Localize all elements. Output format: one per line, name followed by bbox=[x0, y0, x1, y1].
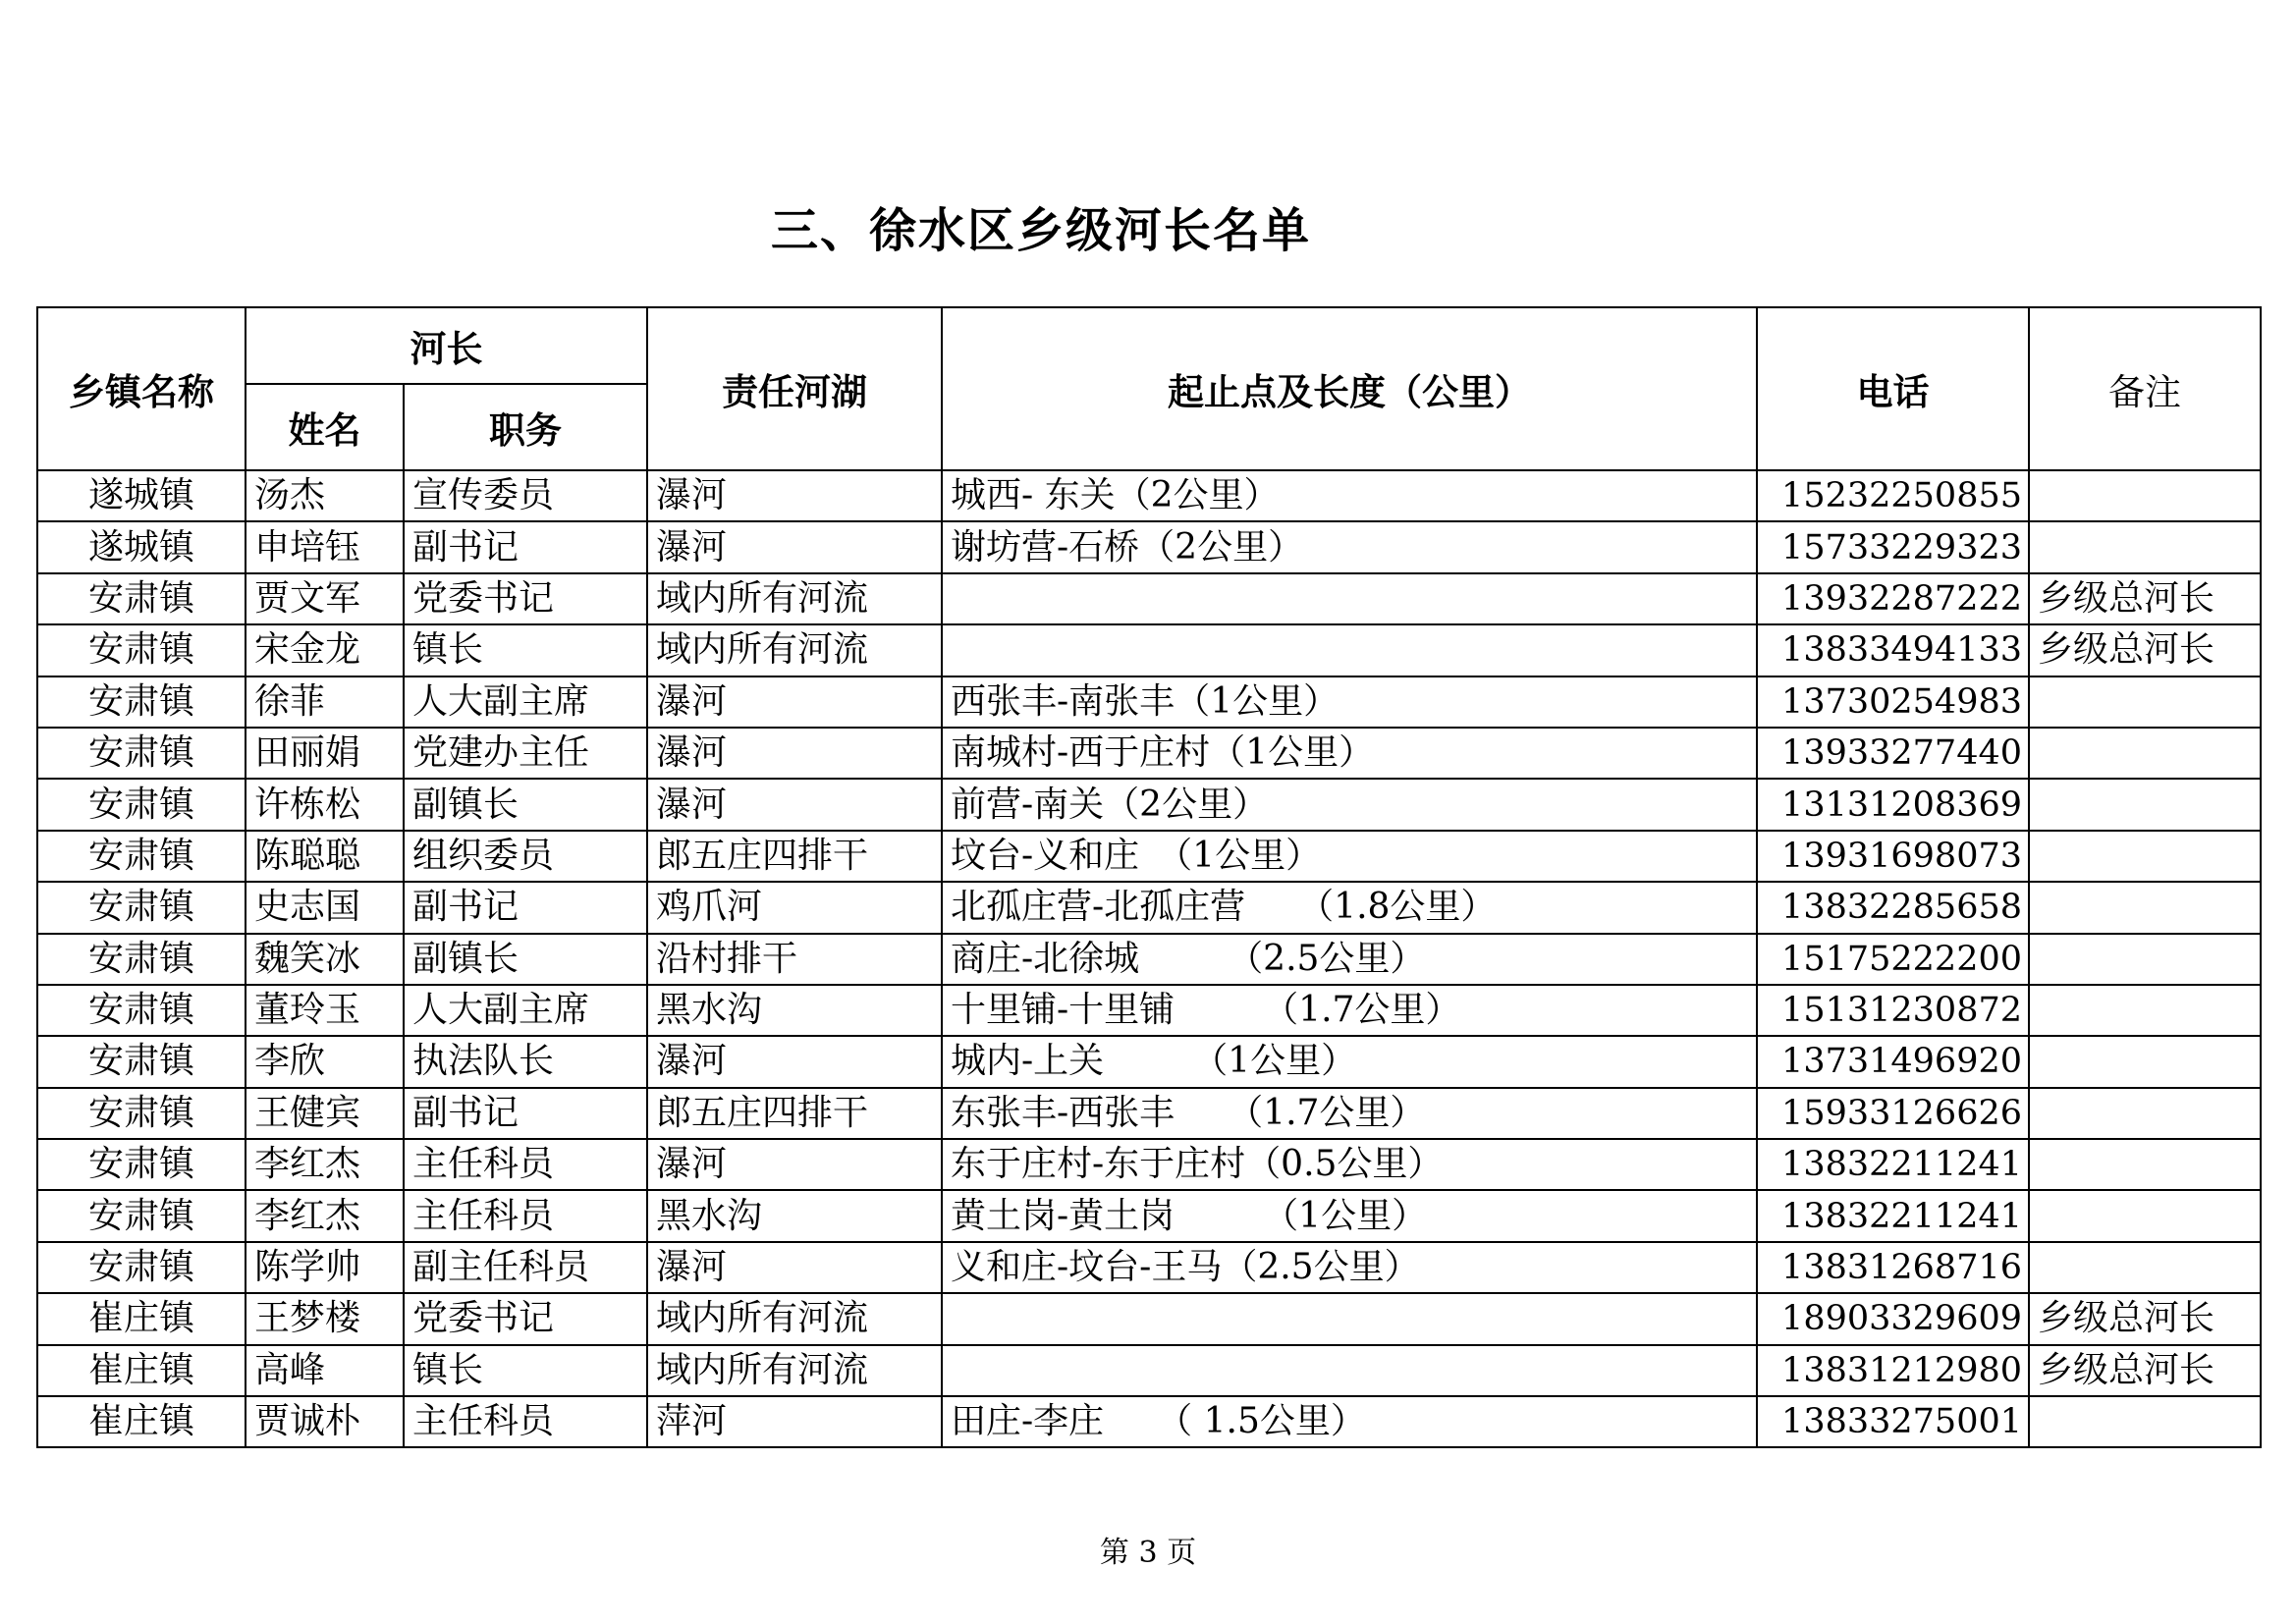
township-cell: 安肃镇 bbox=[37, 1190, 246, 1241]
remark-cell bbox=[2029, 779, 2261, 830]
position-cell: 镇长 bbox=[404, 624, 647, 676]
table-body bbox=[37, 470, 2261, 1447]
header-river-chief: 河长 bbox=[246, 307, 647, 384]
township-cell: 安肃镇 bbox=[37, 779, 246, 830]
range-cell: 东张丰-西张丰 （1.7公里） bbox=[942, 1088, 1757, 1139]
remark-cell bbox=[2029, 1396, 2261, 1447]
river-cell: 域内所有河流 bbox=[647, 1345, 942, 1396]
river-cell: 瀑河 bbox=[647, 779, 942, 830]
river-cell: 瀑河 bbox=[647, 676, 942, 728]
name-cell: 陈学帅 bbox=[246, 1242, 404, 1293]
range-cell: 北孤庄营-北孤庄营 （1.8公里） bbox=[942, 882, 1757, 933]
remark-cell: 乡级总河长 bbox=[2029, 624, 2261, 676]
river-cell: 郎五庄四排干 bbox=[647, 1088, 942, 1139]
township-cell: 崔庄镇 bbox=[37, 1396, 246, 1447]
table-row bbox=[37, 1190, 2261, 1241]
township-cell: 安肃镇 bbox=[37, 831, 246, 882]
township-cell: 安肃镇 bbox=[37, 676, 246, 728]
remark-cell: 乡级总河长 bbox=[2029, 573, 2261, 624]
remark-cell bbox=[2029, 831, 2261, 882]
phone-cell: 15131230872 bbox=[1757, 985, 2029, 1036]
river-cell: 瀑河 bbox=[647, 1036, 942, 1087]
position-cell: 主任科员 bbox=[404, 1190, 647, 1241]
header-river: 责任河湖 bbox=[647, 307, 942, 470]
river-cell: 域内所有河流 bbox=[647, 624, 942, 676]
table-row bbox=[37, 728, 2261, 779]
range-cell: 坟台-义和庄 （1公里） bbox=[942, 831, 1757, 882]
remark-cell bbox=[2029, 1139, 2261, 1190]
header-name: 姓名 bbox=[246, 384, 404, 470]
river-cell: 沿村排干 bbox=[647, 934, 942, 985]
township-cell: 安肃镇 bbox=[37, 1242, 246, 1293]
remark-cell: 乡级总河长 bbox=[2029, 1293, 2261, 1344]
header-remark: 备注 bbox=[2029, 307, 2261, 470]
table-row bbox=[37, 1242, 2261, 1293]
name-cell: 李红杰 bbox=[246, 1139, 404, 1190]
name-cell: 魏笑冰 bbox=[246, 934, 404, 985]
remark-cell bbox=[2029, 985, 2261, 1036]
phone-cell: 15733229323 bbox=[1757, 521, 2029, 572]
township-cell: 安肃镇 bbox=[37, 573, 246, 624]
township-cell: 安肃镇 bbox=[37, 624, 246, 676]
river-cell: 瀑河 bbox=[647, 1139, 942, 1190]
name-cell: 李欣 bbox=[246, 1036, 404, 1087]
name-cell: 王健宾 bbox=[246, 1088, 404, 1139]
position-cell: 副主任科员 bbox=[404, 1242, 647, 1293]
river-cell: 瀑河 bbox=[647, 521, 942, 572]
position-cell: 主任科员 bbox=[404, 1139, 647, 1190]
phone-cell: 15933126626 bbox=[1757, 1088, 2029, 1139]
river-cell: 瀑河 bbox=[647, 728, 942, 779]
township-cell: 安肃镇 bbox=[37, 985, 246, 1036]
name-cell: 董玲玉 bbox=[246, 985, 404, 1036]
position-cell: 党委书记 bbox=[404, 1293, 647, 1344]
phone-cell: 13831212980 bbox=[1757, 1345, 2029, 1396]
page-title: 三、徐水区乡级河长名单 bbox=[770, 203, 1311, 258]
range-cell: 前营-南关（2公里） bbox=[942, 779, 1757, 830]
range-cell: 城西- 东关（2公里） bbox=[942, 470, 1757, 521]
range-cell: 谢坊营-石桥（2公里） bbox=[942, 521, 1757, 572]
position-cell: 宣传委员 bbox=[404, 470, 647, 521]
name-cell: 宋金龙 bbox=[246, 624, 404, 676]
river-cell: 瀑河 bbox=[647, 1242, 942, 1293]
table-row bbox=[37, 521, 2261, 572]
position-cell: 党建办主任 bbox=[404, 728, 647, 779]
name-cell: 申培钰 bbox=[246, 521, 404, 572]
position-cell: 副书记 bbox=[404, 882, 647, 933]
township-cell: 安肃镇 bbox=[37, 728, 246, 779]
township-cell: 安肃镇 bbox=[37, 1139, 246, 1190]
township-cell: 崔庄镇 bbox=[37, 1345, 246, 1396]
position-cell: 副书记 bbox=[404, 1088, 647, 1139]
range-cell: 西张丰-南张丰（1公里） bbox=[942, 676, 1757, 728]
name-cell: 田丽娟 bbox=[246, 728, 404, 779]
table-row bbox=[37, 882, 2261, 933]
river-cell: 域内所有河流 bbox=[647, 1293, 942, 1344]
phone-cell: 13931698073 bbox=[1757, 831, 2029, 882]
river-chief-table bbox=[36, 306, 2262, 1448]
range-cell: 黄土岗-黄土岗 （1公里） bbox=[942, 1190, 1757, 1241]
range-cell: 田庄-李庄 （ 1.5公里） bbox=[942, 1396, 1757, 1447]
position-cell: 镇长 bbox=[404, 1345, 647, 1396]
name-cell: 高峰 bbox=[246, 1345, 404, 1396]
name-cell: 史志国 bbox=[246, 882, 404, 933]
name-cell: 汤杰 bbox=[246, 470, 404, 521]
page-number: 第 3 页 bbox=[1099, 1536, 1197, 1570]
position-cell: 人大副主席 bbox=[404, 676, 647, 728]
name-cell: 贾诚朴 bbox=[246, 1396, 404, 1447]
range-cell: 商庄-北徐城 （2.5公里） bbox=[942, 934, 1757, 985]
header-township: 乡镇名称 bbox=[37, 307, 246, 470]
name-cell: 许栋松 bbox=[246, 779, 404, 830]
phone-cell: 15175222200 bbox=[1757, 934, 2029, 985]
phone-cell: 13832211241 bbox=[1757, 1139, 2029, 1190]
river-cell: 域内所有河流 bbox=[647, 573, 942, 624]
river-cell: 鸡爪河 bbox=[647, 882, 942, 933]
range-cell: 义和庄-坟台-王马（2.5公里） bbox=[942, 1242, 1757, 1293]
phone-cell: 15232250855 bbox=[1757, 470, 2029, 521]
table-row bbox=[37, 779, 2261, 830]
table-row bbox=[37, 676, 2261, 728]
river-cell: 瀑河 bbox=[647, 470, 942, 521]
remark-cell bbox=[2029, 470, 2261, 521]
table-row bbox=[37, 573, 2261, 624]
township-cell: 遂城镇 bbox=[37, 470, 246, 521]
table-row bbox=[37, 624, 2261, 676]
township-cell: 安肃镇 bbox=[37, 1088, 246, 1139]
phone-cell: 13932287222 bbox=[1757, 573, 2029, 624]
phone-cell: 13933277440 bbox=[1757, 728, 2029, 779]
table-row bbox=[37, 1345, 2261, 1396]
remark-cell bbox=[2029, 882, 2261, 933]
remark-cell bbox=[2029, 676, 2261, 728]
name-cell: 徐菲 bbox=[246, 676, 404, 728]
river-cell: 黑水沟 bbox=[647, 1190, 942, 1241]
phone-cell: 13831268716 bbox=[1757, 1242, 2029, 1293]
river-cell: 黑水沟 bbox=[647, 985, 942, 1036]
table-row bbox=[37, 985, 2261, 1036]
position-cell: 副镇长 bbox=[404, 934, 647, 985]
township-cell: 遂城镇 bbox=[37, 521, 246, 572]
header-position: 职务 bbox=[404, 384, 647, 470]
table-row bbox=[37, 1396, 2261, 1447]
remark-cell bbox=[2029, 521, 2261, 572]
river-cell: 萍河 bbox=[647, 1396, 942, 1447]
phone-cell: 18903329609 bbox=[1757, 1293, 2029, 1344]
table-row bbox=[37, 934, 2261, 985]
name-cell: 王梦楼 bbox=[246, 1293, 404, 1344]
township-cell: 安肃镇 bbox=[37, 1036, 246, 1087]
range-cell: 城内-上关 （1公里） bbox=[942, 1036, 1757, 1087]
remark-cell bbox=[2029, 1036, 2261, 1087]
position-cell: 主任科员 bbox=[404, 1396, 647, 1447]
remark-cell bbox=[2029, 934, 2261, 985]
phone-cell: 13731496920 bbox=[1757, 1036, 2029, 1087]
name-cell: 贾文军 bbox=[246, 573, 404, 624]
position-cell: 党委书记 bbox=[404, 573, 647, 624]
name-cell: 李红杰 bbox=[246, 1190, 404, 1241]
range-cell bbox=[942, 624, 1757, 676]
position-cell: 人大副主席 bbox=[404, 985, 647, 1036]
range-cell bbox=[942, 573, 1757, 624]
remark-cell bbox=[2029, 1190, 2261, 1241]
township-cell: 安肃镇 bbox=[37, 934, 246, 985]
township-cell: 安肃镇 bbox=[37, 882, 246, 933]
river-cell: 郎五庄四排干 bbox=[647, 831, 942, 882]
table-row bbox=[37, 470, 2261, 521]
header-phone: 电话 bbox=[1757, 307, 2029, 470]
phone-cell: 13730254983 bbox=[1757, 676, 2029, 728]
table-row bbox=[37, 1036, 2261, 1087]
phone-cell: 13833494133 bbox=[1757, 624, 2029, 676]
position-cell: 副书记 bbox=[404, 521, 647, 572]
phone-cell: 13832211241 bbox=[1757, 1190, 2029, 1241]
position-cell: 副镇长 bbox=[404, 779, 647, 830]
phone-cell: 13131208369 bbox=[1757, 779, 2029, 830]
remark-cell bbox=[2029, 728, 2261, 779]
table-row bbox=[37, 1293, 2261, 1344]
phone-cell: 13832285658 bbox=[1757, 882, 2029, 933]
table-row bbox=[37, 1139, 2261, 1190]
remark-cell bbox=[2029, 1242, 2261, 1293]
table-row bbox=[37, 1088, 2261, 1139]
name-cell: 陈聪聪 bbox=[246, 831, 404, 882]
position-cell: 执法队长 bbox=[404, 1036, 647, 1087]
phone-cell: 13833275001 bbox=[1757, 1396, 2029, 1447]
range-cell bbox=[942, 1345, 1757, 1396]
table-row bbox=[37, 831, 2261, 882]
range-cell bbox=[942, 1293, 1757, 1344]
header-range: 起止点及长度（公里） bbox=[942, 307, 1757, 470]
remark-cell bbox=[2029, 1088, 2261, 1139]
township-cell: 崔庄镇 bbox=[37, 1293, 246, 1344]
remark-cell: 乡级总河长 bbox=[2029, 1345, 2261, 1396]
range-cell: 十里铺-十里铺 （1.7公里） bbox=[942, 985, 1757, 1036]
range-cell: 南城村-西于庄村（1公里） bbox=[942, 728, 1757, 779]
range-cell: 东于庄村-东于庄村（0.5公里） bbox=[942, 1139, 1757, 1190]
position-cell: 组织委员 bbox=[404, 831, 647, 882]
